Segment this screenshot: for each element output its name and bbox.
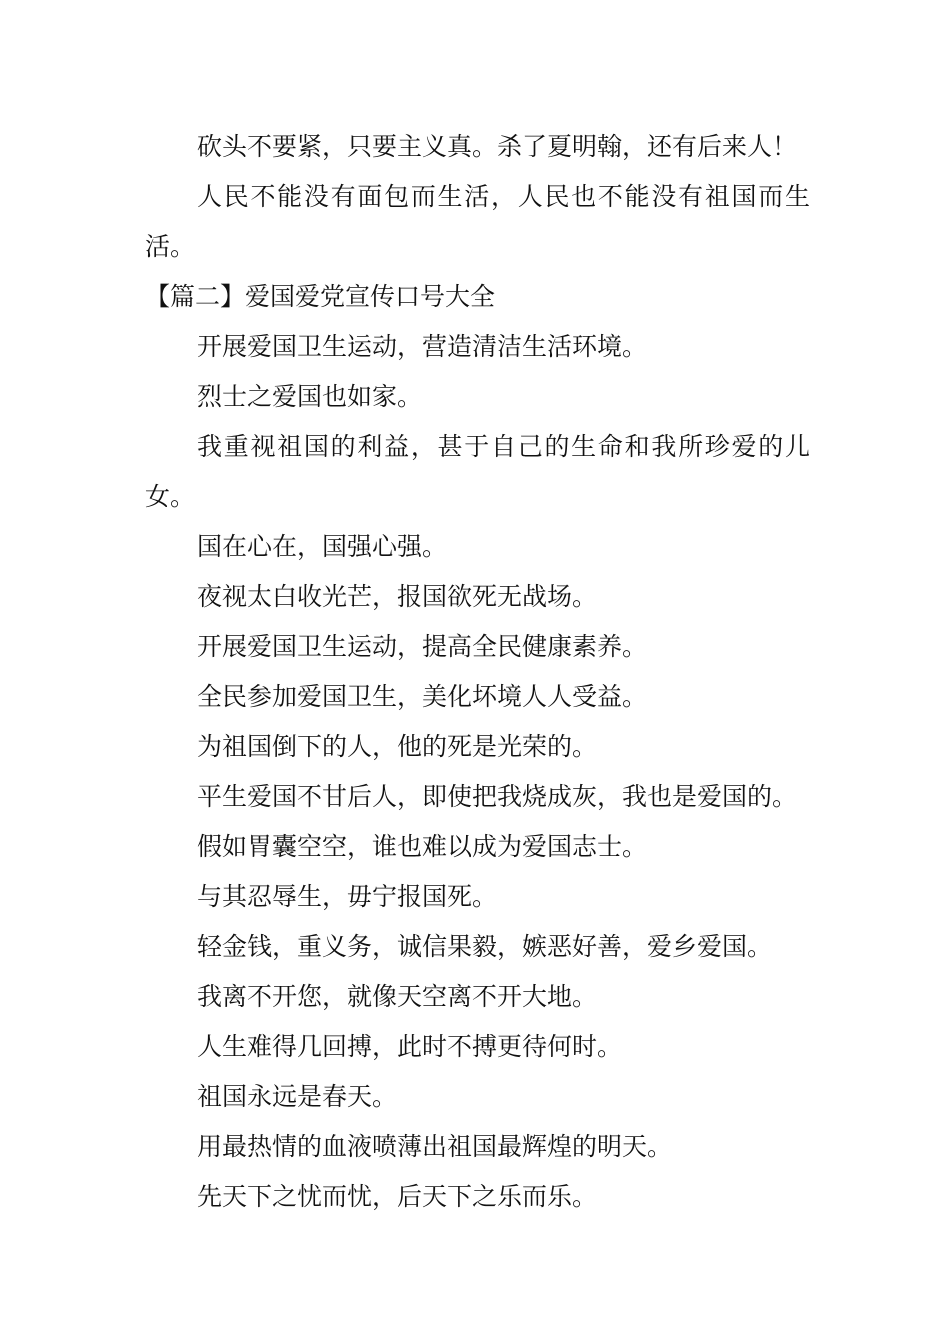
section-heading: 【篇二】爱国爱党宣传口号大全 xyxy=(145,282,496,311)
paragraph: 人民不能没有面包而生活，人民也不能没有祖国而生活。 xyxy=(145,182,810,261)
paragraph: 烈士之爱国也如家。 xyxy=(197,382,423,411)
paragraph: 人生难得几回搏，此时不搏更待何时。 xyxy=(197,1032,623,1061)
paragraph: 国在心在，国强心强。 xyxy=(197,532,448,561)
paragraph: 平生爱国不甘后人，即使把我烧成灰，我也是爱国的。 xyxy=(197,782,798,811)
paragraph: 夜视太白收光芒，报国欲死无战场。 xyxy=(197,582,598,611)
paragraph: 我重视祖国的利益，甚于自己的生命和我所珍爱的儿女。 xyxy=(145,432,810,511)
paragraph: 全民参加爱国卫生，美化坏境人人受益。 xyxy=(197,682,648,711)
paragraph: 砍头不要紧，只要主义真。杀了夏明翰，还有后来人！ xyxy=(197,132,798,161)
paragraph: 开展爱国卫生运动，提高全民健康素养。 xyxy=(197,632,648,661)
paragraph: 为祖国倒下的人，他的死是光荣的。 xyxy=(197,732,598,761)
paragraph: 假如胃囊空空，谁也难以成为爱国志士。 xyxy=(197,832,648,861)
document-body xyxy=(145,122,810,1222)
paragraph: 我离不开您，就像天空离不开大地。 xyxy=(197,982,598,1011)
paragraph: 用最热情的血液喷薄出祖国最辉煌的明天。 xyxy=(197,1132,673,1161)
paragraph: 与其忍辱生，毋宁报国死。 xyxy=(197,882,498,911)
paragraph: 开展爱国卫生运动，营造清洁生活环境。 xyxy=(197,332,648,361)
paragraph: 先天下之忧而忧，后天下之乐而乐。 xyxy=(197,1182,598,1211)
paragraph: 祖国永远是春天。 xyxy=(197,1082,398,1111)
paragraph: 轻金钱，重义务，诚信果毅，嫉恶好善，爱乡爱国。 xyxy=(197,932,773,961)
